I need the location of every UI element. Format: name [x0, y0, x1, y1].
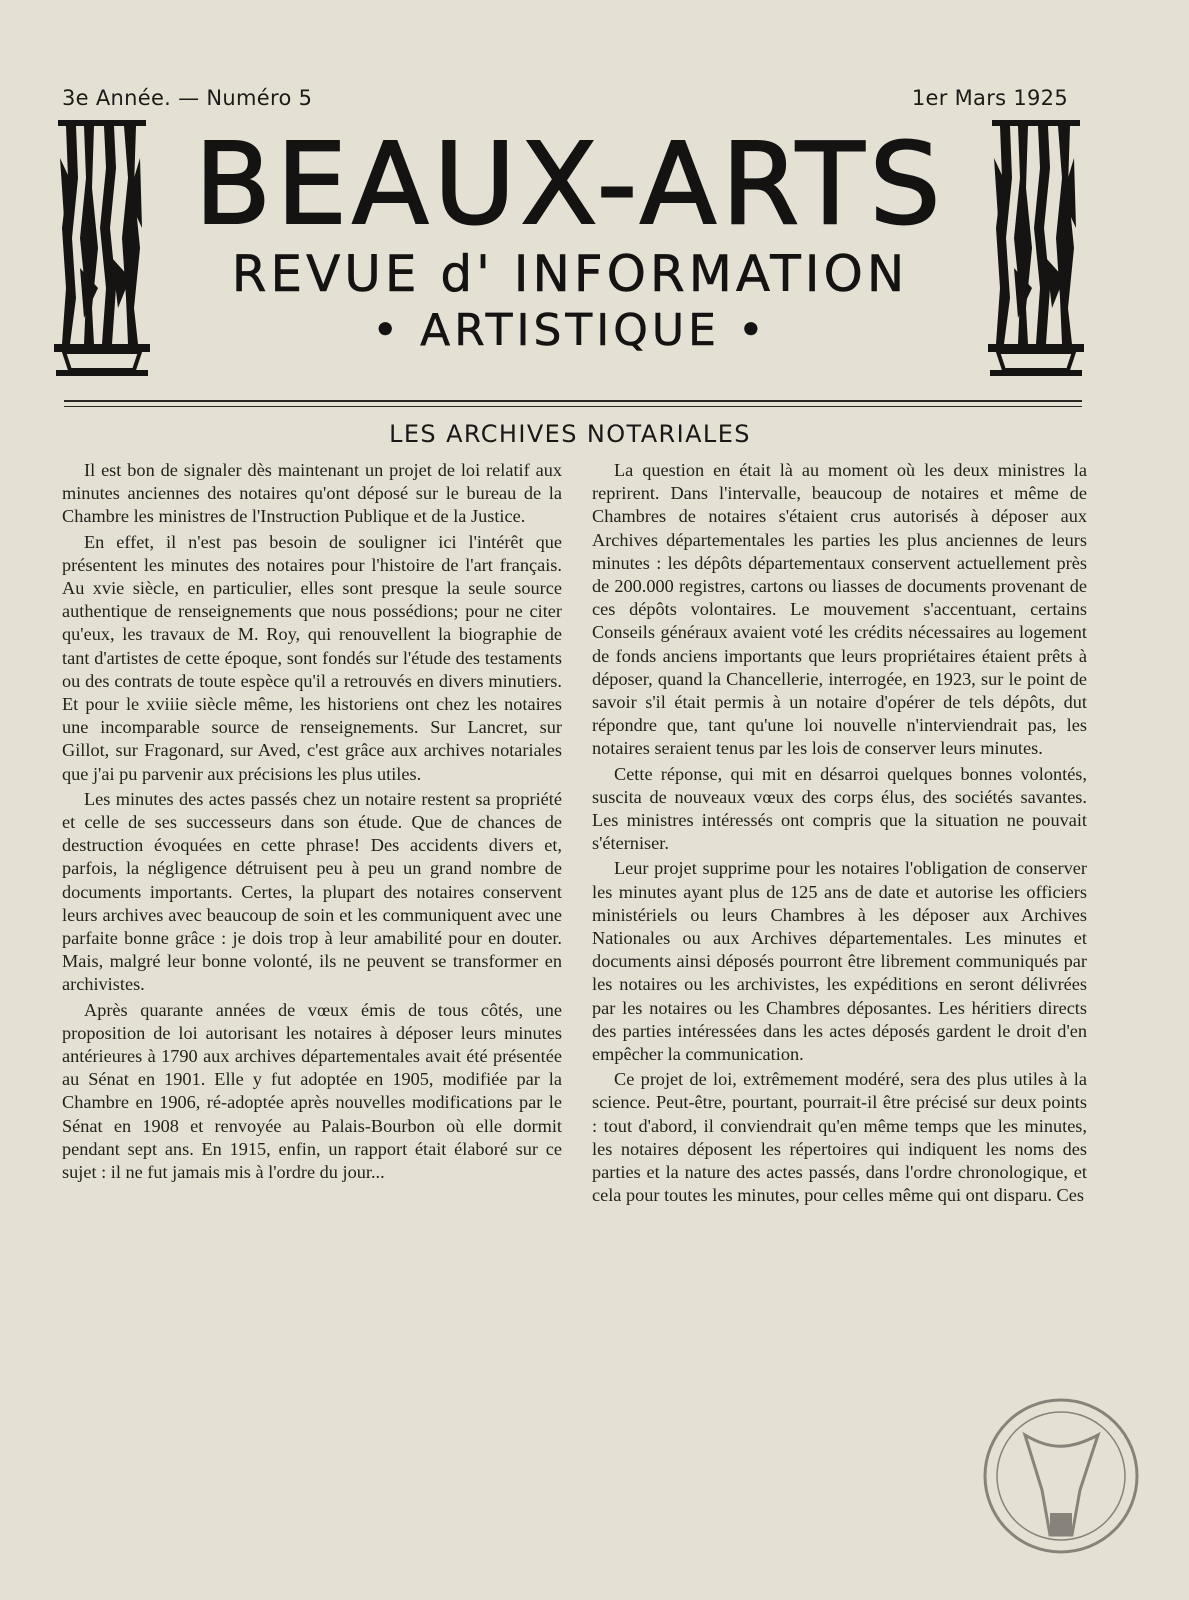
- library-stamp-icon: [980, 1395, 1142, 1557]
- article-title: LES ARCHIVES NOTARIALES: [389, 420, 751, 448]
- header-divider: [64, 400, 1082, 407]
- right-ornament-icon: [988, 118, 1084, 380]
- article-left-column: [62, 459, 562, 1184]
- paragraph: Leur projet supprime pour les notaires l'obligation de conserver les minutes ayant plus de 125 ans de date et autorise les officiers ministériels ou leurs Chambres à les déposer aux Archives Nationales ou aux Archives départementales. Les minutes et documents ainsi déposés pourront être librement communiqués par les notaires ou les archivistes, les expéditions en seront délivrées par les notaires ou les Chambres déposantes. Les héritiers directs des parties intéressées dans les actes déposés gardent le droit d'en empêcher la communication.: [592, 858, 1087, 1065]
- magazine-subtitle: REVUE d' INFORMATION: [231, 245, 909, 303]
- magazine-tagline: • ARTISTIQUE •: [372, 305, 768, 356]
- paragraph: Après quarante années de vœux émis de tous côtés, une proposition de loi autorisant les notaires à déposer leurs minutes antérieures à 1790 aux archives départementales avait été présentée au Sénat en 1901. Elle y fut adoptée en 1905, modifiée par la Chambre en 1906, ré-adoptée après nouvelles modifications par le Sénat en 1908 et renvoyée au Palais-Bourbon où elle dormit pendant sept ans. En 1915, enfin, un rapport était élaboré sur ce sujet : il ne fut jamais mis à l'ordre du jour...: [62, 999, 562, 1183]
- left-ornament-icon: [54, 118, 150, 380]
- paragraph: La question en était là au moment où les deux ministres la reprirent. Dans l'intervalle, beaucoup de notaires et même de Chambres de notaires s'étaient crus autorisés à déposer aux Archives départementales les parties les plus anciennes de leurs minutes : les dépôts départementaux conservent actuellement près de 200.000 registres, cartons ou liasses de documents provenant de ces dépôts volontaires. Le mouvement s'accentuant, certains Conseils généraux avaient voté les crédits nécessaires au logement de fonds anciens importants que leurs propriétaires étaient prêts à déposer, quand la Chancellerie, interrogée, en 1923, sur le point de savoir s'il était permis à un notaire d'opérer de tels dépôts, dut répondre que, tant qu'une loi nouvelle n'interviendrait pas, les notaires seraient tenus par les lois de conserver leurs minutes.: [592, 460, 1087, 759]
- paragraph: En effet, il n'est pas besoin de souligner ici l'intérêt que présentent les minutes des notaires pour l'histoire de l'art français. Au xvie siècle, en particulier, elles sont presque la seule source authentique de renseignements que nous possédions; pour ne citer qu'eux, les travaux de M. Roy, qui renouvellent la biographie de tant d'artistes de cette époque, sont fondés sur l'étude des testaments ou des contrats de toute espèce qu'il a retrouvés en divers minutiers. Et pour le xviiie siècle même, les historiens ont chez les notaires une incomparable source de renseignements. Sur Lancret, sur Gillot, sur Fragonard, sur Aved, c'est grâce aux archives notariales que j'ai pu parvenir aux précisions les plus utiles.: [62, 531, 562, 784]
- masthead: [160, 120, 980, 358]
- paragraph: Ce projet de loi, extrêmement modéré, sera des plus utiles à la science. Peut-être, pourtant, pourrait-il être précisé sur deux points : tout d'abord, il conviendrait qu'en même temps que les minutes, les notaires déposent les répertoires qui indiquent les noms des parties et la nature des actes passés, dans l'ordre chronologique, et cela pour toutes les minutes, pour celles même qui ont disparu. Ces: [592, 1069, 1087, 1206]
- paragraph: Les minutes des actes passés chez un notaire restent sa propriété et celle de ses successeurs dans son étude. Que de chances de destruction évoquées en cette phrase! Des accidents divers et, parfois, la négligence détruisent peu à peu un grand nombre de documents importants. Certes, la plupart des notaires conservent leurs archives avec beaucoup de soin et les communiquent avec une parfaite bonne grâce : je dois trop à leur amabilité pour en douter. Mais, malgré leur bonne volonté, ils ne peuvent se transformer en archivistes.: [62, 788, 562, 995]
- issue-number: 3e Année. — Numéro 5: [62, 86, 313, 110]
- paragraph: Il est bon de signaler dès maintenant un projet de loi relatif aux minutes anciennes des notaires qu'ont déposé sur le bureau de la Chambre les ministres de l'Instruction Publique et de la Justice.: [62, 460, 562, 527]
- paragraph: Cette réponse, qui mit en désarroi quelques bonnes volontés, suscita de nouveaux vœux des corps élus, des sociétés savantes. Les ministres intéressés ont compris que la situation ne pouvait s'éterniser.: [592, 763, 1087, 854]
- issue-date: 1er Mars 1925: [911, 86, 1068, 110]
- magazine-title: BEAUX-ARTS: [194, 120, 946, 250]
- article-right-column: [592, 459, 1087, 1208]
